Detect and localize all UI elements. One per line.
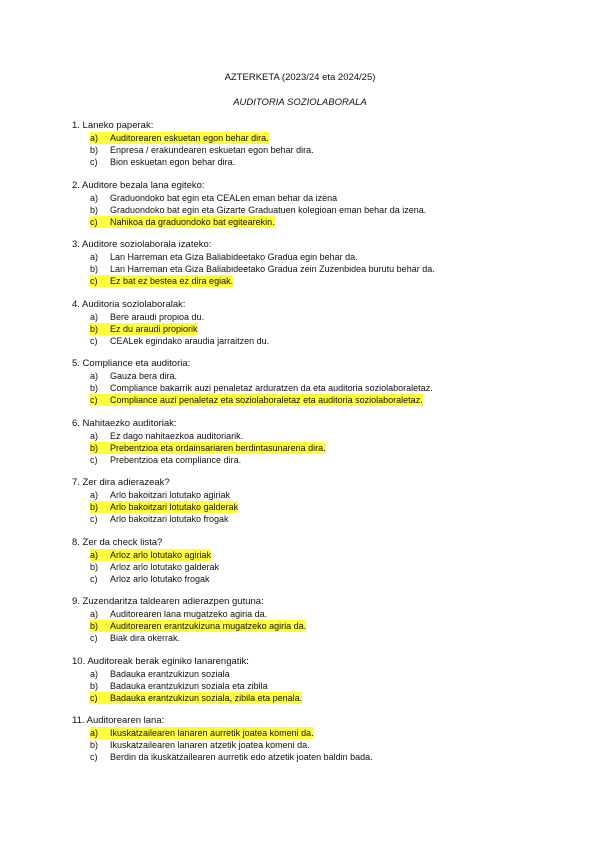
option-text: Auditorearen eskuetan egon behar dira. (110, 133, 269, 143)
option-letter: c) (90, 157, 98, 167)
option-text: Arlo bakoitzari lotutako frogak (110, 514, 229, 524)
option-text: CEALek egindako araudia jarraitzen du. (110, 335, 270, 346)
question-text: 4. Auditoria soziolaboralak: (72, 298, 186, 310)
answer-option (72, 204, 542, 216)
option-text: Ez dago nahitaezkoa auditoriarik. (110, 430, 244, 441)
option-letter: c) (90, 275, 110, 287)
option-letter: a) (90, 490, 99, 500)
question-9 (72, 596, 542, 644)
answer-option-highlighted (72, 620, 542, 632)
answer-option-highlighted (72, 275, 542, 287)
answer-option-highlighted (72, 549, 542, 561)
question-text: 6. Nahitaezko auditoriak: (72, 417, 177, 429)
answer-option (72, 335, 542, 347)
document-title: AZTERKETA (2023/24 eta 2024/25) (224, 72, 376, 83)
option-text: Arlo bakoitzari lotutako agiriak (110, 490, 231, 500)
answer-option (72, 192, 542, 204)
option-letter: b) (90, 680, 99, 691)
answer-option (72, 680, 542, 692)
option-letter: b) (90, 204, 99, 215)
option-letter: b) (90, 561, 99, 572)
option-letter: a) (90, 252, 99, 262)
answer-option (72, 263, 542, 275)
option-text: Lan Harreman eta Giza Baliabideetako Gradua egin behar da. (110, 252, 358, 262)
option-text: Badauka erantzukizun soziala (110, 668, 230, 679)
option-text: Arloz arlo lotutako frogak (110, 573, 210, 584)
question-3 (72, 239, 542, 287)
option-letter: c) (90, 633, 98, 643)
option-text: Lan Harreman eta Giza Baliabideetako Gradua zein Zuzenbidea burutu behar da. (110, 264, 435, 274)
answer-option (72, 251, 542, 263)
question-1 (72, 120, 542, 168)
answer-option (72, 668, 542, 680)
option-text: Arloz arlo lotutako agiriak (110, 549, 212, 560)
answer-option (72, 430, 542, 442)
option-letter: a) (90, 192, 99, 203)
option-letter: c) (90, 394, 110, 406)
option-letter: a) (90, 132, 110, 144)
option-text: Gauza bera dira. (110, 371, 178, 381)
answer-option-highlighted (72, 323, 542, 335)
question-list (72, 120, 542, 775)
option-letter: a) (90, 668, 99, 679)
answer-option (72, 156, 542, 168)
option-letter: c) (90, 573, 98, 584)
option-text: Graduondoko bat egin eta Gizarte Graduatuen kolegioan eman behar da izena. (110, 204, 427, 215)
question-text: 7. Zer dira adierazeak? (72, 477, 170, 488)
option-text: Arlo bakoitzari lotutako galderak (110, 502, 239, 512)
option-text: Bere araudi propioa du. (110, 311, 205, 322)
answer-option (72, 739, 542, 751)
option-letter: a) (90, 311, 99, 322)
option-letter: a) (90, 430, 99, 441)
answer-option-highlighted (72, 501, 542, 513)
option-letter: b) (90, 264, 99, 274)
document-subtitle: AUDITORIA SOZIOLABORALA (233, 97, 367, 108)
question-text: 9. Zuzendaritza taldearen adierazpen gutuna: (72, 596, 264, 607)
question-text: 5. Compliance eta auditoria: (72, 358, 191, 369)
option-letter: c) (90, 216, 110, 228)
option-text: Ikuskatzailearen lanaren aurretik joatea komeni da. (110, 728, 314, 738)
answer-option (72, 311, 542, 323)
option-text: Nahikoa da graduondoko bat egitearekin. (110, 216, 275, 227)
answer-option (72, 632, 542, 644)
answer-option (72, 370, 542, 382)
option-letter: c) (90, 454, 98, 465)
question-2 (72, 180, 542, 228)
option-letter: b) (90, 323, 110, 335)
question-text: 11. Auditorearen lana: (72, 715, 165, 726)
option-letter: c) (90, 692, 110, 704)
answer-option (72, 751, 542, 763)
question-6 (72, 418, 542, 466)
question-10 (72, 656, 542, 704)
answer-option-highlighted (72, 216, 542, 228)
option-text: Compliance auzi penaletaz eta soziolaboraletaz eta auditoria soziolaboraletaz. (110, 395, 423, 405)
answer-option-highlighted (72, 727, 542, 739)
option-letter: a) (90, 371, 99, 381)
option-text: Arloz arlo lotutako galderak (110, 561, 220, 572)
answer-option (72, 454, 542, 466)
question-text: 3. Auditore soziolaborala izateko: (72, 239, 212, 250)
option-text: Badauka erantzukizun soziala eta zibila (110, 680, 268, 691)
question-7 (72, 477, 542, 525)
option-letter: c) (90, 335, 98, 346)
answer-option-highlighted (72, 132, 542, 144)
question-11 (72, 715, 542, 763)
option-text: Ez du araudi propiorik (110, 323, 198, 334)
option-text: Bion eskuetan egon behar dira. (110, 157, 236, 167)
option-letter: a) (90, 549, 110, 561)
question-text: 2. Auditore bezala lana egiteko: (72, 179, 205, 191)
option-text: Auditorearen erantzukizuna mugatzeko agiria da. (110, 621, 307, 631)
option-letter: b) (90, 740, 99, 750)
answer-option (72, 382, 542, 394)
option-text: Badauka erantzukizun soziala, zibila eta penala. (110, 692, 303, 703)
option-letter: b) (90, 620, 110, 632)
answer-option (72, 608, 542, 620)
option-text: Auditorearen lana mugatzeko agiria da. (110, 609, 268, 619)
option-text: Biak dira okerrak. (110, 633, 181, 643)
answer-option (72, 489, 542, 501)
question-5 (72, 358, 542, 406)
option-letter: a) (90, 609, 99, 619)
option-letter: a) (90, 727, 110, 739)
answer-option (72, 573, 542, 585)
question-text: 8. Zer da check lista? (72, 536, 163, 548)
option-text: Ikuskatzailearen lanaren atzetik joatea komeni da. (110, 740, 310, 750)
question-text: 10. Auditoreak berak eginiko lanarengatik: (72, 655, 249, 667)
option-letter: b) (90, 145, 99, 155)
option-letter: b) (90, 501, 110, 513)
option-letter: c) (90, 752, 98, 762)
answer-option (72, 144, 542, 156)
option-text: Prebentzioa eta compliance dira. (110, 454, 242, 465)
answer-option (72, 513, 542, 525)
question-text: 1. Laneko paperak: (72, 120, 154, 131)
option-text: Ez bat ez bestea ez dira egiak. (110, 276, 234, 286)
answer-option (72, 561, 542, 573)
option-letter: b) (90, 442, 110, 454)
option-text: Compliance bakarrik auzi penaletaz arduratzen da eta auditoria soziolaboraletaz. (110, 383, 433, 393)
option-text: Enpresa / erakundearen eskuetan egon behar dira. (110, 145, 314, 155)
option-text: Berdin da ikuskatzailearen aurretik edo atzetik joaten baldin bada. (110, 752, 373, 762)
question-4 (72, 299, 542, 347)
option-text: Graduondoko bat egin eta CEALen eman behar da izena (110, 192, 338, 203)
question-8 (72, 537, 542, 585)
answer-option-highlighted (72, 442, 542, 454)
option-text: Prebentzioa eta ordainsariaren berdintasunarena dira. (110, 442, 326, 453)
answer-option-highlighted (72, 394, 542, 406)
option-letter: c) (90, 514, 98, 524)
option-letter: b) (90, 383, 99, 393)
answer-option-highlighted (72, 692, 542, 704)
